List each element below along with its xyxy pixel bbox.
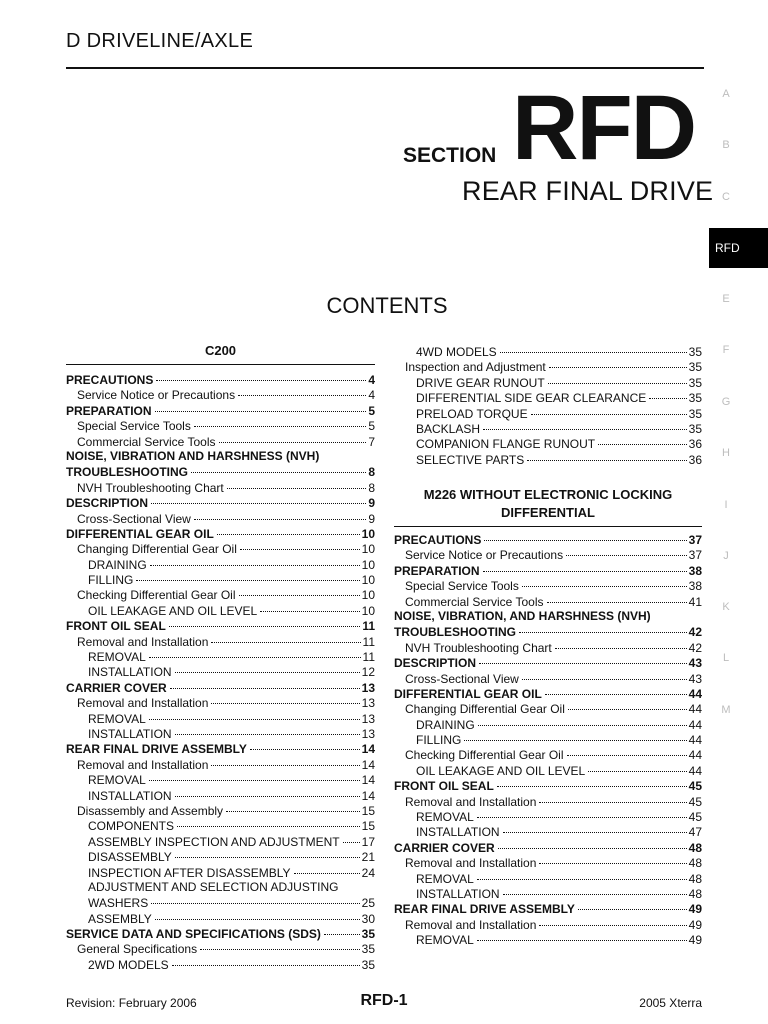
toc-entry-page: 44 [688,702,702,717]
toc-entry [394,451,702,466]
toc-group-rule-right [394,526,702,527]
index-tab-e: E [722,293,730,305]
toc-leader-dots [156,368,366,381]
toc-entry-title: WASHERS [88,896,149,911]
toc-entry-title: PRECAUTIONS [66,373,154,387]
toc-entry-page: 10 [361,542,375,557]
index-tab-b: B [722,139,730,151]
index-tab-l: L [722,652,730,664]
toc-right-column-top [394,343,702,466]
footer-model: 2005 Xterra [639,996,702,1010]
toc-entry-page: 7 [368,434,375,449]
toc-leader-dots [654,605,700,617]
toc-entry-title: SERVICE DATA AND SPECIFICATIONS (SDS) [66,927,321,942]
toc-entry-page: 35 [688,406,702,421]
toc-entry-title: REMOVAL [416,810,474,825]
toc-leader-dots [211,753,359,766]
toc-entry-title: General Specifications [77,942,198,957]
toc-leader-dots [191,460,366,473]
toc-entry-page: 9 [368,496,375,511]
toc-entry-page: 42 [688,625,702,640]
section-code: RFD [512,77,696,179]
toc-entry-page: 44 [688,748,702,763]
toc-leader-dots [477,867,687,880]
toc-leader-dots [149,768,360,781]
toc-entry-title: DRAINING [88,557,147,572]
toc-entry-title: TROUBLESHOOTING [394,625,516,640]
toc-leader-dots [545,682,687,695]
toc-leader-dots [531,402,687,415]
toc-entry-page: 13 [361,726,375,741]
toc-leader-dots [177,814,360,827]
toc-entry-page: 38 [688,563,702,578]
toc-entry-page: 14 [361,788,375,803]
toc-entry-title: Commercial Service Tools [405,594,544,609]
toc-entry-title: Disassembly and Assembly [77,803,224,818]
toc-entry-title: INSTALLATION [88,726,172,741]
toc-leader-dots [477,805,687,818]
toc-entry-page: 47 [688,825,702,840]
index-tab-h: H [722,447,730,459]
section-title: REAR FINAL DRIVE [462,176,714,206]
toc-entry-title: Removal and Installation [405,917,537,932]
toc-leader-dots [175,660,360,673]
toc-entry-page: 4 [368,373,375,387]
toc-entry-title: SELECTIVE PARTS [416,452,525,467]
toc-entry-title: PRELOAD TORQUE [416,406,528,421]
toc-entry-title: Service Notice or Precautions [77,388,236,403]
toc-entry-title: COMPONENTS [88,819,175,834]
toc-entry-title: Removal and Installation [405,856,537,871]
toc-entry-title: 2WD MODELS [88,957,169,972]
toc-entry-title: DIFFERENTIAL GEAR OIL [66,526,214,541]
toc-leader-dots [522,574,687,587]
toc-entry-page: 45 [688,794,702,809]
toc-entry-title: Removal and Installation [405,794,537,809]
toc-leader-dots [500,340,687,353]
toc-leader-dots [503,820,687,833]
index-tab-i: I [724,499,728,511]
toc-leader-dots [151,491,366,504]
toc-entry-page: 35 [361,927,375,942]
toc-entry-title: Checking Differential Gear Oil [77,588,236,603]
toc-entry-title: TROUBLESHOOTING [66,465,188,480]
toc-entry-title: REAR FINAL DRIVE ASSEMBLY [66,742,247,757]
toc-leader-dots [588,759,686,772]
toc-entry-title: DRAINING [416,717,475,732]
chapter-header: D DRIVELINE/AXLE [66,30,254,52]
section-label: SECTION [403,144,497,167]
toc-leader-dots [567,743,687,756]
toc-entry-page: 37 [688,533,702,547]
toc-entry-title: Inspection and Adjustment [405,360,546,375]
toc-entry-title: Special Service Tools [77,419,191,434]
toc-leader-dots [341,876,373,888]
toc-entry-title: PRECAUTIONS [394,533,482,547]
toc-leader-dots [219,430,367,443]
toc-entry-title: DESCRIPTION [394,656,477,671]
toc-entry-page: 35 [688,391,702,406]
toc-entry-page: 44 [688,686,702,701]
toc-leader-dots [136,568,359,581]
toc-leader-dots [172,953,360,966]
toc-leader-dots [566,543,687,556]
toc-leader-dots [175,845,360,858]
toc-entry-page: 35 [688,421,702,436]
toc-leader-dots [200,937,360,950]
footer-revision: Revision: February 2006 [66,996,197,1010]
header-rule [66,67,704,69]
toc-leader-dots [578,897,687,910]
toc-entry-page: 48 [688,886,702,901]
toc-entry-title: Changing Differential Gear Oil [405,702,565,717]
toc-entry-page: 13 [361,711,375,726]
index-tab-m: M [721,704,731,716]
toc-entry-page: 43 [688,656,702,671]
toc-entry-title: Commercial Service Tools [77,434,216,449]
toc-leader-dots [226,799,360,812]
toc-entry-title: COMPANION FLANGE RUNOUT [416,437,596,452]
toc-entry-title: FILLING [88,573,134,588]
toc-leader-dots [484,528,686,541]
toc-entry-page: 48 [688,840,702,855]
toc-leader-dots [170,676,360,689]
toc-entry-page: 15 [361,819,375,834]
toc-entry-page: 10 [361,526,375,541]
toc-entry-title: NVH Troubleshooting Chart [77,480,224,495]
toc-entry-page: 25 [361,896,375,911]
toc-entry-page: 35 [688,360,702,375]
toc-entry-title: INSTALLATION [416,825,500,840]
toc-entry-page: 8 [368,465,375,480]
toc-entry-page: 44 [688,763,702,778]
toc-entry-title: Changing Differential Gear Oil [77,542,237,557]
toc-entry-page: 14 [361,742,375,757]
toc-leader-dots [539,913,686,926]
toc-leader-dots [548,371,687,384]
toc-leader-dots [598,432,687,445]
toc-leader-dots [194,414,366,427]
toc-entry-title: Service Notice or Precautions [405,548,564,563]
toc-entry-title: Checking Differential Gear Oil [405,748,564,763]
toc-entry-title: REMOVAL [88,711,146,726]
toc-leader-dots [151,891,359,904]
toc-entry-title: DISASSEMBLY [88,850,172,865]
toc-entry-page: 14 [361,773,375,788]
toc-entry-page: 37 [688,548,702,563]
toc-entry-title: NVH Troubleshooting Chart [405,640,552,655]
toc-entry-title: Cross-Sectional View [77,511,191,526]
toc-entry-title: OIL LEAKAGE AND OIL LEVEL [416,763,586,778]
toc-entry-page: 10 [361,557,375,572]
index-tab-f: F [722,344,730,356]
toc-leader-dots [477,928,687,941]
toc-entry-title: Special Service Tools [405,579,519,594]
toc-leader-dots [464,728,686,741]
toc-leader-dots [238,383,366,396]
toc-entry-title: REMOVAL [88,650,146,665]
toc-entry-title: NOISE, VIBRATION, AND HARSHNESS (NVH) [394,608,651,623]
toc-entry-title: CARRIER COVER [394,840,495,855]
toc-leader-dots [343,830,360,843]
toc-entry-title: 4WD MODELS [416,345,497,359]
toc-group-title-m226: M226 WITHOUT ELECTRONIC LOCKING DIFFERENTIAL [423,487,673,520]
toc-entry-title: INSPECTION AFTER DISASSEMBLY [88,865,291,880]
toc-leader-dots [539,790,686,803]
footer-page-number: RFD-1 [360,992,408,1009]
toc-entry-page: 21 [361,850,375,865]
toc-entry-title: INSTALLATION [88,788,172,803]
toc-entry-page: 9 [368,511,375,526]
toc-entry-title: Removal and Installation [77,696,209,711]
toc-entry-title: Removal and Installation [77,634,209,649]
toc-entry-page: 49 [688,917,702,932]
toc-leader-dots [155,399,367,412]
toc-leader-dots [497,774,687,787]
toc-entry-page: 13 [361,680,375,695]
toc-entry-title: OIL LEAKAGE AND OIL LEVEL [88,603,258,618]
toc-entry-title: REMOVAL [88,773,146,788]
toc-leader-dots [149,645,361,658]
toc-entry-title: PREPARATION [66,403,152,418]
toc-leader-dots [239,583,360,596]
toc-entry-page: 41 [688,594,702,609]
toc-leader-dots [539,851,686,864]
toc-leader-dots [522,667,687,680]
toc-leader-dots [194,507,366,520]
contents-title: CONTENTS [326,293,448,318]
toc-leader-dots [149,707,360,720]
toc-entry-page: 49 [688,902,702,917]
toc-entry-title: ADJUSTMENT AND SELECTION ADJUSTING [88,879,339,894]
toc-entry-page: 30 [361,911,375,926]
toc-entry-page: 45 [688,810,702,825]
toc-entry-title: DESCRIPTION [66,496,149,511]
toc-leader-dots [568,697,687,710]
toc-entry-title: ASSEMBLY [88,911,152,926]
toc-entry-title: REAR FINAL DRIVE ASSEMBLY [394,902,575,917]
toc-leader-dots [175,722,360,735]
toc-entry-title: PREPARATION [394,563,480,578]
toc-entry-page: 11 [362,650,375,665]
toc-entry-page: 14 [361,757,375,772]
toc-entry-title: NOISE, VIBRATION AND HARSHNESS (NVH) [66,448,320,463]
toc-entry-page: 35 [361,957,375,972]
toc-leader-dots [227,476,367,489]
toc-leader-dots [478,713,687,726]
toc-entry-title: Removal and Installation [77,757,209,772]
toc-right-column [394,531,702,947]
toc-leader-dots [322,445,373,457]
toc-leader-dots [260,599,359,612]
toc-group-title-c200: C200 [204,343,237,358]
toc-entry-page: 24 [361,865,375,880]
toc-leader-dots [483,417,687,430]
toc-leader-dots [240,537,360,550]
toc-entry-page: 49 [688,933,702,948]
toc-entry-page: 10 [361,588,375,603]
toc-entry-page: 48 [688,871,702,886]
toc-entry-page: 45 [688,779,702,794]
index-tab-rfd: RFD [709,228,768,268]
toc-entry-title: REMOVAL [416,933,474,948]
toc-entry [66,817,375,832]
index-tab-k: K [722,601,730,613]
toc-entry-page: 11 [362,634,375,649]
toc-leader-dots [211,691,359,704]
toc-entry-page: 8 [368,480,375,495]
toc-entry-title: ASSEMBLY INSPECTION AND ADJUSTMENT [88,834,340,849]
toc-leader-dots [549,355,687,368]
toc-entry-title: BACKLASH [416,421,481,436]
toc-leader-dots [150,553,360,566]
index-tab-c: C [722,191,730,203]
toc-entry-page: 38 [688,579,702,594]
toc-leader-dots [169,614,361,627]
toc-leader-dots [217,522,360,535]
toc-left-column [66,371,375,971]
toc-entry-title: INSTALLATION [88,665,172,680]
toc-leader-dots [649,386,686,399]
toc-leader-dots [155,907,360,920]
toc-leader-dots [503,882,687,895]
toc-entry-page: 44 [688,733,702,748]
toc-entry-page: 35 [688,375,702,390]
toc-entry-title: Cross-Sectional View [405,671,519,686]
toc-entry-title: REMOVAL [416,871,474,886]
toc-entry [394,931,702,946]
toc-entry-title: DIFFERENTIAL GEAR OIL [394,686,542,701]
toc-entry-title: DIFFERENTIAL SIDE GEAR CLEARANCE [416,391,647,406]
toc-entry-title: FRONT OIL SEAL [66,619,166,634]
toc-entry-title: FILLING [416,733,462,748]
toc-entry-page: 36 [688,437,702,452]
toc-entry-page: 42 [688,640,702,655]
toc-entry [66,956,375,971]
toc-entry-page: 36 [688,452,702,467]
toc-entry-page: 35 [688,345,702,359]
toc-leader-dots [294,861,360,874]
toc-leader-dots [519,620,687,633]
toc-entry-page: 4 [368,388,375,403]
toc-entry-page: 11 [362,619,375,634]
toc-leader-dots [483,559,687,572]
toc-leader-dots [547,590,687,603]
toc-entry-title: FRONT OIL SEAL [394,779,494,794]
index-tab-j: J [723,550,729,562]
toc-entry-title: CARRIER COVER [66,680,167,695]
toc-group-rule-left [66,364,375,365]
toc-entry-page: 12 [361,665,375,680]
toc-leader-dots [555,636,687,649]
toc-entry-page: 10 [361,603,375,618]
toc-entry-page: 5 [368,419,375,434]
toc-leader-dots [250,737,360,750]
toc-entry-title: INSTALLATION [416,886,500,901]
toc-leader-dots [211,630,360,643]
toc-entry-page: 17 [361,834,375,849]
toc-entry-title: DRIVE GEAR RUNOUT [416,375,545,390]
toc-entry-page: 35 [361,942,375,957]
toc-entry-page: 13 [361,696,375,711]
toc-leader-dots [324,922,360,935]
toc-leader-dots [479,651,687,664]
toc-entry-page: 43 [688,671,702,686]
toc-entry [66,864,375,879]
toc-entry-page: 48 [688,856,702,871]
toc-leader-dots [527,448,686,461]
toc-entry-page: 10 [361,573,375,588]
toc-entry-page: 44 [688,717,702,732]
toc-entry-page: 15 [361,803,375,818]
toc-leader-dots [498,836,687,849]
index-tab-a: A [722,88,730,100]
toc-entry-page: 5 [368,403,375,418]
toc-leader-dots [175,784,360,797]
index-tab-g: G [721,396,731,408]
